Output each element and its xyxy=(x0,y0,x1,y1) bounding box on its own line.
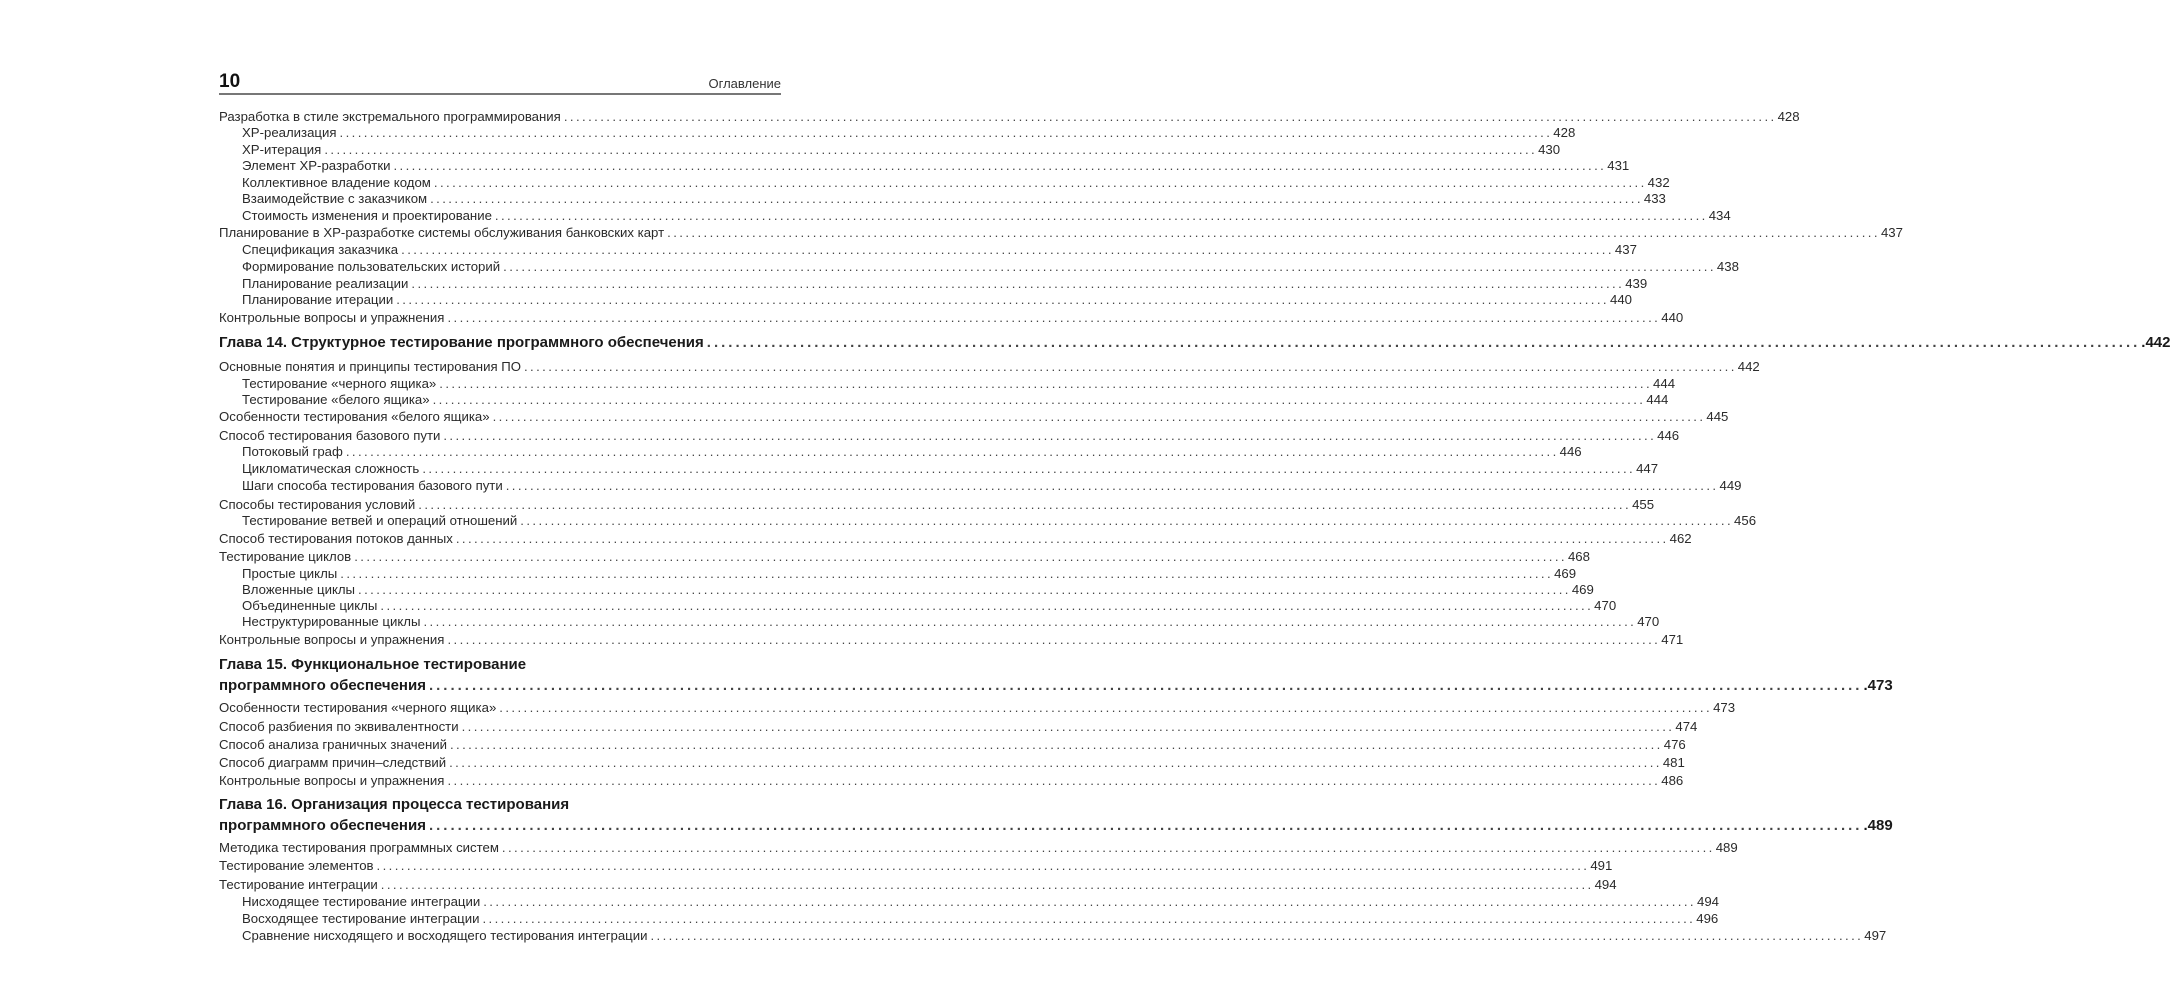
entry-page-number: 471 xyxy=(1661,632,1684,647)
entry-title: Планирование итерации xyxy=(242,292,394,307)
toc-entry xyxy=(242,291,1633,309)
dot-leader: ........................................................................................................................................................................................................ xyxy=(455,531,1669,546)
toc-entry xyxy=(242,910,1719,928)
entry-page-number: 440 xyxy=(1661,310,1684,325)
entry-page-number: 444 xyxy=(1646,392,1669,407)
toc-entry xyxy=(219,718,1698,736)
entry-page-number: 497 xyxy=(1864,928,1887,943)
entry-title: Контрольные вопросы и упражнения xyxy=(219,632,445,647)
entry-page-number: 462 xyxy=(1669,531,1692,546)
page-number: 10 xyxy=(219,71,241,92)
entry-page-number: 445 xyxy=(1706,409,1729,424)
dot-leader: ........................................................................................................................................................................................................ xyxy=(482,911,1696,926)
dot-leader: ........................................................................................................................................................................................................ xyxy=(447,310,1661,325)
toc-entry xyxy=(219,754,1685,772)
entry-page-number: 432 xyxy=(1647,175,1670,190)
toc-entry xyxy=(242,157,1630,175)
dot-leader: ........................................................................................................................................................................................................ xyxy=(706,334,2141,351)
entry-title: Тестирование интеграции xyxy=(219,877,378,892)
dot-leader: ........................................................................................................................................................................................................ xyxy=(422,461,1636,476)
entry-page-number: 438 xyxy=(1716,259,1739,274)
dot-leader: ........................................................................................................................................................................................................ xyxy=(433,175,1647,190)
toc-entry xyxy=(242,258,1739,276)
entry-title: программного обеспечения xyxy=(219,817,426,834)
entry-title: Вложенные циклы xyxy=(242,582,356,597)
entry-title: Способ тестирования потоков данных xyxy=(219,531,453,546)
entry-page-number: 494 xyxy=(1594,877,1617,892)
entry-page-number: 430 xyxy=(1538,142,1561,157)
entry-page-number: 494 xyxy=(1697,894,1720,909)
entry-title: Тестирование элементов xyxy=(219,858,374,873)
entry-page-number: 428 xyxy=(1777,109,1800,124)
toc-entry xyxy=(219,548,1590,566)
entry-page-number: 455 xyxy=(1632,497,1655,512)
entry-title: Способ тестирования базового пути xyxy=(219,428,441,443)
entry-page-number: 469 xyxy=(1554,566,1577,581)
dot-leader: ........................................................................................................................................................................................................ xyxy=(501,840,1715,855)
toc-entry xyxy=(219,530,1692,548)
entry-page-number: 437 xyxy=(1880,225,1903,240)
entry-page-number: 437 xyxy=(1614,242,1637,257)
toc-entry xyxy=(242,391,1669,409)
entry-page-number: 431 xyxy=(1607,158,1630,173)
dot-leader: ........................................................................................................................................................................................................ xyxy=(447,632,1661,647)
entry-title: Планирование реализации xyxy=(242,276,409,291)
entry-page-number: .442 xyxy=(2141,334,2170,351)
entry-page-number: 489 xyxy=(1715,840,1738,855)
toc-entry xyxy=(242,190,1666,208)
toc-chapter-entry xyxy=(219,816,1893,836)
entry-page-number: 476 xyxy=(1663,737,1686,752)
dot-leader: ........................................................................................................................................................................................................ xyxy=(449,755,1662,770)
entry-title: Неструктурированные циклы xyxy=(242,614,421,629)
toc-entry xyxy=(242,460,1659,478)
entry-page-number: 470 xyxy=(1637,614,1660,629)
entry-page-number: 468 xyxy=(1567,549,1590,564)
dot-leader: ........................................................................................................................................................................................................ xyxy=(650,928,1864,943)
entry-page-number: 439 xyxy=(1625,276,1648,291)
entry-title: Стоимость изменения и проектирование xyxy=(242,208,492,223)
running-title: Оглавление xyxy=(708,76,781,91)
header-rule xyxy=(219,93,781,95)
dot-leader: ........................................................................................................................................................................................................ xyxy=(376,858,1590,873)
dot-leader: ........................................................................................................................................................................................................ xyxy=(503,259,1716,274)
entry-title: Простые циклы xyxy=(242,566,338,581)
dot-leader: ........................................................................................................................................................................................................ xyxy=(520,513,1734,528)
entry-title: Потоковый граф xyxy=(242,444,343,459)
entry-title: Восходящее тестирование интеграции xyxy=(242,911,480,926)
entry-title: Методика тестирования программных систем xyxy=(219,840,499,855)
entry-page-number: 449 xyxy=(1719,478,1742,493)
dot-leader: ........................................................................................................................................................................................................ xyxy=(380,877,1594,892)
dot-leader: ........................................................................................................................................................................................................ xyxy=(418,497,1632,512)
dot-leader: ........................................................................................................................................................................................................ xyxy=(430,191,1643,206)
entry-page-number: 433 xyxy=(1643,191,1666,206)
entry-page-number: 434 xyxy=(1708,208,1731,223)
dot-leader: ........................................................................................................................................................................................................ xyxy=(667,225,1880,240)
dot-leader: ........................................................................................................................................................................................................ xyxy=(428,677,1863,694)
entry-page-number: 469 xyxy=(1571,582,1594,597)
entry-page-number: 491 xyxy=(1590,858,1613,873)
toc-chapter-entry xyxy=(219,676,1893,696)
entry-page-number: 444 xyxy=(1653,376,1676,391)
entry-page-number: 486 xyxy=(1661,773,1684,788)
dot-leader: ........................................................................................................................................................................................................ xyxy=(354,549,1567,564)
entry-title: Элемент XP-разработки xyxy=(242,158,391,173)
dot-leader: ........................................................................................................................................................................................................ xyxy=(494,208,1708,223)
entry-page-number: 446 xyxy=(1559,444,1582,459)
dot-leader: ........................................................................................................................................................................................................ xyxy=(339,125,1553,140)
dot-leader: ........................................................................................................................................................................................................ xyxy=(393,158,1607,173)
entry-page-number: 481 xyxy=(1662,755,1685,770)
dot-leader: ........................................................................................................................................................................................................ xyxy=(499,700,1713,715)
entry-title: Тестирование «черного ящика» xyxy=(242,376,437,391)
entry-title: Способы тестирования условий xyxy=(219,497,416,512)
dot-leader: ........................................................................................................................................................................................................ xyxy=(324,142,1538,157)
entry-page-number: 456 xyxy=(1734,513,1757,528)
dot-leader: ........................................................................................................................................................................................................ xyxy=(439,376,1653,391)
entry-title: Цикломатическая сложность xyxy=(242,461,420,476)
dot-leader: ........................................................................................................................................................................................................ xyxy=(483,894,1696,909)
entry-page-number: 473 xyxy=(1713,700,1736,715)
toc-entry xyxy=(242,443,1582,461)
entry-title: Особенности тестирования «черного ящика» xyxy=(219,700,497,715)
toc-entry xyxy=(219,224,1903,242)
dot-leader: ........................................................................................................................................................................................................ xyxy=(505,478,1719,493)
entry-title: Разработка в стиле экстремального программирования xyxy=(219,109,561,124)
entry-page-number: 442 xyxy=(1737,359,1760,374)
entry-title: Объединенные циклы xyxy=(242,598,378,613)
toc-entry xyxy=(219,839,1738,857)
entry-title: Шаги способа тестирования базового пути xyxy=(242,478,503,493)
entry-page-number: 440 xyxy=(1610,292,1633,307)
toc-entry xyxy=(242,477,1742,495)
dot-leader: ........................................................................................................................................................................................................ xyxy=(423,614,1637,629)
toc-entry xyxy=(219,309,1684,327)
entry-title: XP-реализация xyxy=(242,125,337,140)
toc-entry xyxy=(219,631,1684,649)
entry-title: XP-итерация xyxy=(242,142,322,157)
entry-title: Основные понятия и принципы тестирования ПО xyxy=(219,359,521,374)
entry-page-number: 428 xyxy=(1553,125,1576,140)
entry-page-number: 446 xyxy=(1657,428,1680,443)
dot-leader: ........................................................................................................................................................................................................ xyxy=(428,817,1863,834)
toc-entry xyxy=(219,772,1684,790)
toc-entry xyxy=(219,857,1613,875)
entry-title: Тестирование ветвей и операций отношений xyxy=(242,513,518,528)
entry-title: Тестирование «белого ящика» xyxy=(242,392,430,407)
dot-leader: ........................................................................................................................................................................................................ xyxy=(563,109,1777,124)
entry-title: Планирование в XP-разработке системы обслуживания банковских карт xyxy=(219,225,665,240)
entry-page-number: .489 xyxy=(1863,817,1893,834)
dot-leader: ........................................................................................................................................................................................................ xyxy=(461,719,1675,734)
entry-title: Особенности тестирования «белого ящика» xyxy=(219,409,490,424)
dot-leader: ........................................................................................................................................................................................................ xyxy=(358,582,1571,597)
entry-title: Сравнение нисходящего и восходящего тестирования интеграции xyxy=(242,928,648,943)
toc-entry xyxy=(242,613,1660,631)
toc-entry xyxy=(242,893,1720,911)
entry-page-number: 447 xyxy=(1636,461,1659,476)
entry-title: Способ разбиения по эквивалентности xyxy=(219,719,459,734)
toc-entry xyxy=(219,699,1736,717)
entry-title: Способ анализа граничных значений xyxy=(219,737,447,752)
toc-entry xyxy=(242,927,1887,945)
entry-title: Коллективное владение кодом xyxy=(242,175,431,190)
entry-page-number: 470 xyxy=(1594,598,1617,613)
entry-title: Контрольные вопросы и упражнения xyxy=(219,310,445,325)
entry-title: Глава 14. Структурное тестирование программного обеспечения xyxy=(219,334,704,351)
dot-leader: ........................................................................................................................................................................................................ xyxy=(401,242,1614,257)
entry-page-number: .473 xyxy=(1863,677,1893,694)
entry-title: программного обеспечения xyxy=(219,677,426,694)
toc-entry xyxy=(242,512,1757,530)
dot-leader: ........................................................................................................................................................................................................ xyxy=(411,276,1625,291)
dot-leader: ........................................................................................................................................................................................................ xyxy=(443,428,1657,443)
entry-title: Взаимодействие с заказчиком xyxy=(242,191,428,206)
chapter-title-line: Глава 16. Организация процесса тестирования xyxy=(219,796,570,813)
dot-leader: ........................................................................................................................................................................................................ xyxy=(523,359,1737,374)
dot-leader: ........................................................................................................................................................................................................ xyxy=(447,773,1661,788)
entry-title: Формирование пользовательских историй xyxy=(242,259,501,274)
toc-entry xyxy=(219,358,1760,376)
toc-entry xyxy=(242,207,1731,225)
dot-leader: ........................................................................................................................................................................................................ xyxy=(492,409,1706,424)
entry-title: Тестирование циклов xyxy=(219,549,352,564)
entry-title: Контрольные вопросы и упражнения xyxy=(219,773,445,788)
toc-entry xyxy=(219,408,1729,426)
dot-leader: ........................................................................................................................................................................................................ xyxy=(449,737,1663,752)
toc-entry xyxy=(242,124,1576,142)
dot-leader: ........................................................................................................................................................................................................ xyxy=(345,444,1559,459)
entry-title: Спецификация заказчика xyxy=(242,242,399,257)
dot-leader: ........................................................................................................................................................................................................ xyxy=(380,598,1594,613)
toc-entry xyxy=(219,736,1686,754)
entry-title: Способ диаграмм причин–следствий xyxy=(219,755,447,770)
toc-chapter-entry xyxy=(219,333,2170,353)
chapter-title-line: Глава 15. Функциональное тестирование xyxy=(219,656,527,673)
entry-title: Нисходящее тестирование интеграции xyxy=(242,894,481,909)
dot-leader: ........................................................................................................................................................................................................ xyxy=(340,566,1554,581)
dot-leader: ........................................................................................................................................................................................................ xyxy=(396,292,1609,307)
toc-entry xyxy=(242,241,1637,259)
entry-page-number: 474 xyxy=(1675,719,1698,734)
entry-page-number: 496 xyxy=(1696,911,1719,926)
toc-entry xyxy=(219,876,1617,894)
dot-leader: ........................................................................................................................................................................................................ xyxy=(432,392,1646,407)
